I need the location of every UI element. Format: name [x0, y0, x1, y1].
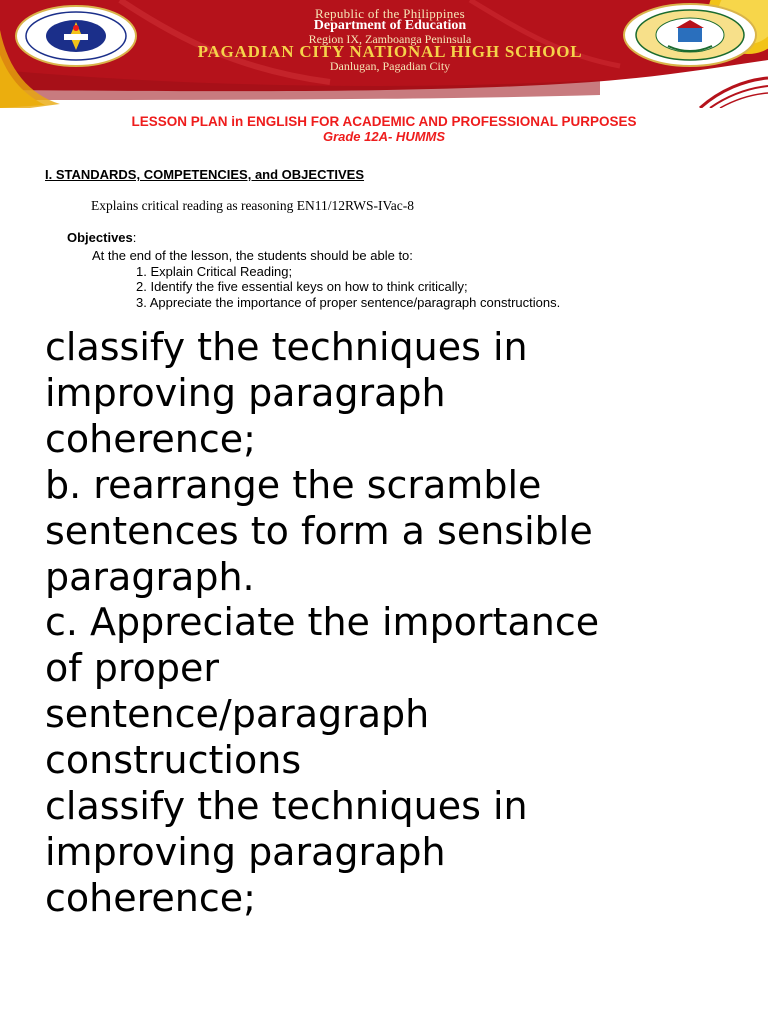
large-text-line: c. Appreciate the importance [45, 600, 600, 645]
school-name: PAGADIAN CITY NATIONAL HIGH SCHOOL [197, 42, 583, 61]
large-text-line: improving paragraph [45, 370, 446, 415]
republic-text: Republic of the Philippines [314, 6, 465, 21]
large-text-line: coherence; [45, 875, 256, 920]
grade-subtitle: Grade 12A- HUMMS [322, 129, 446, 144]
competency-text: Explains critical reading as reasoning EN11/12RWS-IVac-8 [91, 198, 415, 213]
large-text-line: of proper [45, 646, 219, 691]
objectives-colon: : [132, 230, 137, 245]
section-heading: I. STANDARDS, COMPETENCIES, and OBJECTIVES [45, 167, 365, 182]
large-text-line: improving paragraph [45, 829, 446, 874]
large-text-line: coherence; [45, 416, 256, 461]
letterhead-banner [0, 0, 768, 108]
objectives-label [67, 230, 136, 245]
objective-item: 1. Explain Critical Reading; [136, 264, 293, 279]
objective-item: 2. Identify the five essential keys on how to think critically; [136, 279, 468, 295]
objectives-list [136, 264, 560, 310]
large-text-line: classify the techniques in [45, 325, 528, 369]
objectives-label-text: Objectives [67, 230, 133, 245]
objectives-intro: At the end of the lesson, the students should be able to: [92, 248, 413, 263]
department-text: Department of Education [313, 18, 467, 33]
large-text-line: sentence/paragraph [45, 692, 430, 737]
large-text-line: sentences to form a sensible [45, 508, 593, 553]
large-text-line: paragraph. [45, 554, 255, 599]
objective-item: 3. Appreciate the importance of proper sentence/paragraph constructions. [136, 294, 561, 310]
large-text-line: classify the techniques in [45, 784, 528, 829]
large-text-line: constructions [45, 738, 302, 783]
large-text-line: b. rearrange the scramble [45, 462, 542, 507]
school-address: Danlugan, Pagadian City [329, 59, 451, 73]
lesson-plan-title: LESSON PLAN in ENGLISH FOR ACADEMIC AND PROFESSIONAL PURPOSES [131, 114, 637, 129]
large-objectives-text [45, 325, 745, 922]
region-text: Region IX, Zamboanga Peninsula [308, 32, 472, 46]
